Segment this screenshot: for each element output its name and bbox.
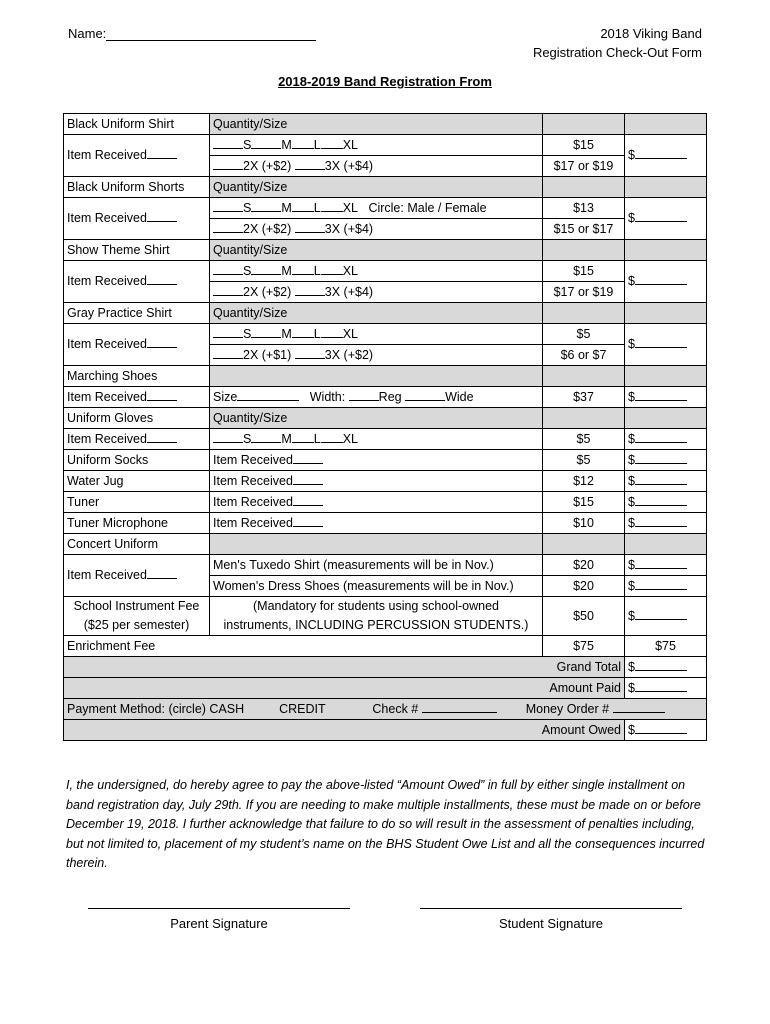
table-row <box>64 534 707 555</box>
money-order-field[interactable] <box>613 700 665 713</box>
qty-size-label: Quantity/Size <box>210 114 543 135</box>
amount-paid-label: Amount Paid <box>64 678 625 699</box>
parent-signature-line[interactable]: Parent Signature <box>88 908 350 931</box>
price: $17 or $19 <box>543 156 625 177</box>
price: $20 <box>543 576 625 597</box>
item-received-field[interactable]: Item Received <box>64 387 210 408</box>
table-row <box>64 720 707 741</box>
amount-field[interactable]: $ <box>625 429 707 450</box>
price: $37 <box>543 387 625 408</box>
item-received-field[interactable]: Item Received <box>64 261 210 303</box>
table-row <box>64 657 707 678</box>
table-row <box>64 261 707 282</box>
amount-owed-label: Amount Owed <box>64 720 625 741</box>
org-line-1: 2018 Viking Band <box>600 26 702 41</box>
item-name: Black Uniform Shirt <box>64 114 210 135</box>
table-row <box>64 513 707 534</box>
table-row <box>64 135 707 156</box>
size-options-plus[interactable]: 2X (+$2) 3X (+$4) <box>210 282 543 303</box>
size-options[interactable]: S M L XL Circle: Male / Female <box>210 198 543 219</box>
qty-size-label: Quantity/Size <box>210 240 543 261</box>
item-name: Show Theme Shirt <box>64 240 210 261</box>
table-row <box>64 492 707 513</box>
table-row <box>64 240 707 261</box>
size-options-plus[interactable]: 2X (+$2) 3X (+$4) <box>210 219 543 240</box>
qty-size-label: Quantity/Size <box>210 408 543 429</box>
item-received-field[interactable]: Item Received <box>210 471 543 492</box>
size-options[interactable]: S M L XL <box>210 429 543 450</box>
amount-field[interactable]: $ <box>625 198 707 240</box>
item-name: Water Jug <box>64 471 210 492</box>
table-row <box>64 177 707 198</box>
table-row <box>64 699 707 720</box>
student-signature-line[interactable]: Student Signature <box>420 908 682 931</box>
check-number-field[interactable] <box>422 700 497 713</box>
price: $15 <box>543 135 625 156</box>
table-row <box>64 450 707 471</box>
payment-method-label[interactable]: Payment Method: (circle) CASH <box>67 701 245 716</box>
concert-men-item: Men's Tuxedo Shirt (measurements will be in Nov.) <box>210 555 543 576</box>
price: $6 or $7 <box>543 345 625 366</box>
amount-field[interactable]: $ <box>625 261 707 303</box>
price: $13 <box>543 198 625 219</box>
amount-field[interactable]: $ <box>625 471 707 492</box>
agreement-text: I, the undersigned, do hereby agree to pay the above-listed “Amount Owed” in full by either single installment on band registration day, July 29th. If you are needing to make multiple installments, these must be made on or before December 19, 2018. I further acknowledge that failure to do so will result in the assessment of penalties including, but not limited to, placement of my student’s name on the BHS Student Owe List and all the consequences incurred therein. <box>66 778 705 870</box>
amount-field[interactable]: $ <box>625 135 707 177</box>
size-options[interactable]: S M L XL <box>210 261 543 282</box>
item-received-field[interactable]: Item Received <box>64 555 210 597</box>
table-row <box>64 636 707 657</box>
item-name: Concert Uniform <box>64 534 210 555</box>
item-received-field[interactable]: Item Received <box>210 492 543 513</box>
money-order-label: Money Order # <box>525 701 610 716</box>
amount-field[interactable]: $ <box>625 324 707 366</box>
item-name: Uniform Socks <box>64 450 210 471</box>
shoe-size-field[interactable]: Size Width: Reg Wide <box>210 387 543 408</box>
table-row <box>64 387 707 408</box>
table-row <box>64 114 707 135</box>
qty-size-label: Quantity/Size <box>210 303 543 324</box>
price: $75 <box>543 636 625 657</box>
grand-total-label: Grand Total <box>64 657 625 678</box>
table-row <box>64 555 707 576</box>
amount-owed-field[interactable]: $ <box>625 720 707 741</box>
item-name: Enrichment Fee <box>64 636 543 657</box>
price: $15 <box>543 492 625 513</box>
org-header <box>533 24 702 62</box>
item-received-field[interactable]: Item Received <box>64 429 210 450</box>
price: $5 <box>543 450 625 471</box>
item-received-field[interactable]: Item Received <box>64 324 210 366</box>
table-row <box>64 198 707 219</box>
table-row <box>64 678 707 699</box>
amount-field[interactable]: $ <box>625 597 707 636</box>
amount-field[interactable]: $ <box>625 555 707 576</box>
school-fee-name: School Instrument Fee ($25 per semester) <box>64 597 210 636</box>
size-options[interactable]: S M L XL <box>210 135 543 156</box>
price: $17 or $19 <box>543 282 625 303</box>
qty-size-label: Quantity/Size <box>210 177 543 198</box>
name-field[interactable] <box>68 26 316 41</box>
price: $12 <box>543 471 625 492</box>
table-row <box>64 597 707 636</box>
org-line-2: Registration Check-Out Form <box>532 45 702 60</box>
table-row <box>64 471 707 492</box>
table-row <box>64 303 707 324</box>
registration-table <box>63 113 707 741</box>
item-name: Marching Shoes <box>64 366 210 387</box>
item-received-field[interactable]: Item Received <box>64 198 210 240</box>
size-options-plus[interactable]: 2X (+$1) 3X (+$2) <box>210 345 543 366</box>
enrichment-total: $75 <box>625 636 707 657</box>
price: $15 <box>543 261 625 282</box>
school-fee-desc: (Mandatory for students using school-owned instruments, INCLUDING PERCUSSION STUDENTS.) <box>210 597 543 636</box>
item-name: Gray Practice Shirt <box>64 303 210 324</box>
price: $10 <box>543 513 625 534</box>
amount-paid-field[interactable]: $ <box>625 678 707 699</box>
size-options-plus[interactable]: 2X (+$2) 3X (+$4) <box>210 156 543 177</box>
check-label: Check # <box>372 701 419 716</box>
page-title: 2018-2019 Band Registration From <box>278 74 492 89</box>
size-options[interactable]: S M L XL <box>210 324 543 345</box>
amount-field[interactable]: $ <box>625 576 707 597</box>
amount-field[interactable]: $ <box>625 450 707 471</box>
price: $20 <box>543 555 625 576</box>
item-received-field[interactable]: Item Received <box>210 450 543 471</box>
name-label: Name: <box>68 26 107 41</box>
amount-field[interactable]: $ <box>625 492 707 513</box>
price: $5 <box>543 429 625 450</box>
item-name: Tuner Microphone <box>64 513 210 534</box>
price: $5 <box>543 324 625 345</box>
name-line[interactable] <box>106 28 316 41</box>
table-row <box>64 324 707 345</box>
price: $15 or $17 <box>543 219 625 240</box>
gender-circle[interactable]: Circle: Male / Female <box>368 200 487 215</box>
grand-total-field[interactable]: $ <box>625 657 707 678</box>
concert-women-item: Women's Dress Shoes (measurements will be in Nov.) <box>210 576 543 597</box>
item-name: Black Uniform Shorts <box>64 177 210 198</box>
amount-field[interactable]: $ <box>625 513 707 534</box>
item-name: Uniform Gloves <box>64 408 210 429</box>
table-row <box>64 366 707 387</box>
amount-field[interactable]: $ <box>625 387 707 408</box>
payment-method-row[interactable] <box>64 699 707 720</box>
price: $50 <box>543 597 625 636</box>
item-name: Tuner <box>64 492 210 513</box>
table-row <box>64 408 707 429</box>
item-received-field[interactable]: Item Received <box>210 513 543 534</box>
credit-option[interactable]: CREDIT <box>279 701 326 716</box>
item-received-field[interactable]: Item Received <box>64 135 210 177</box>
table-row <box>64 429 707 450</box>
